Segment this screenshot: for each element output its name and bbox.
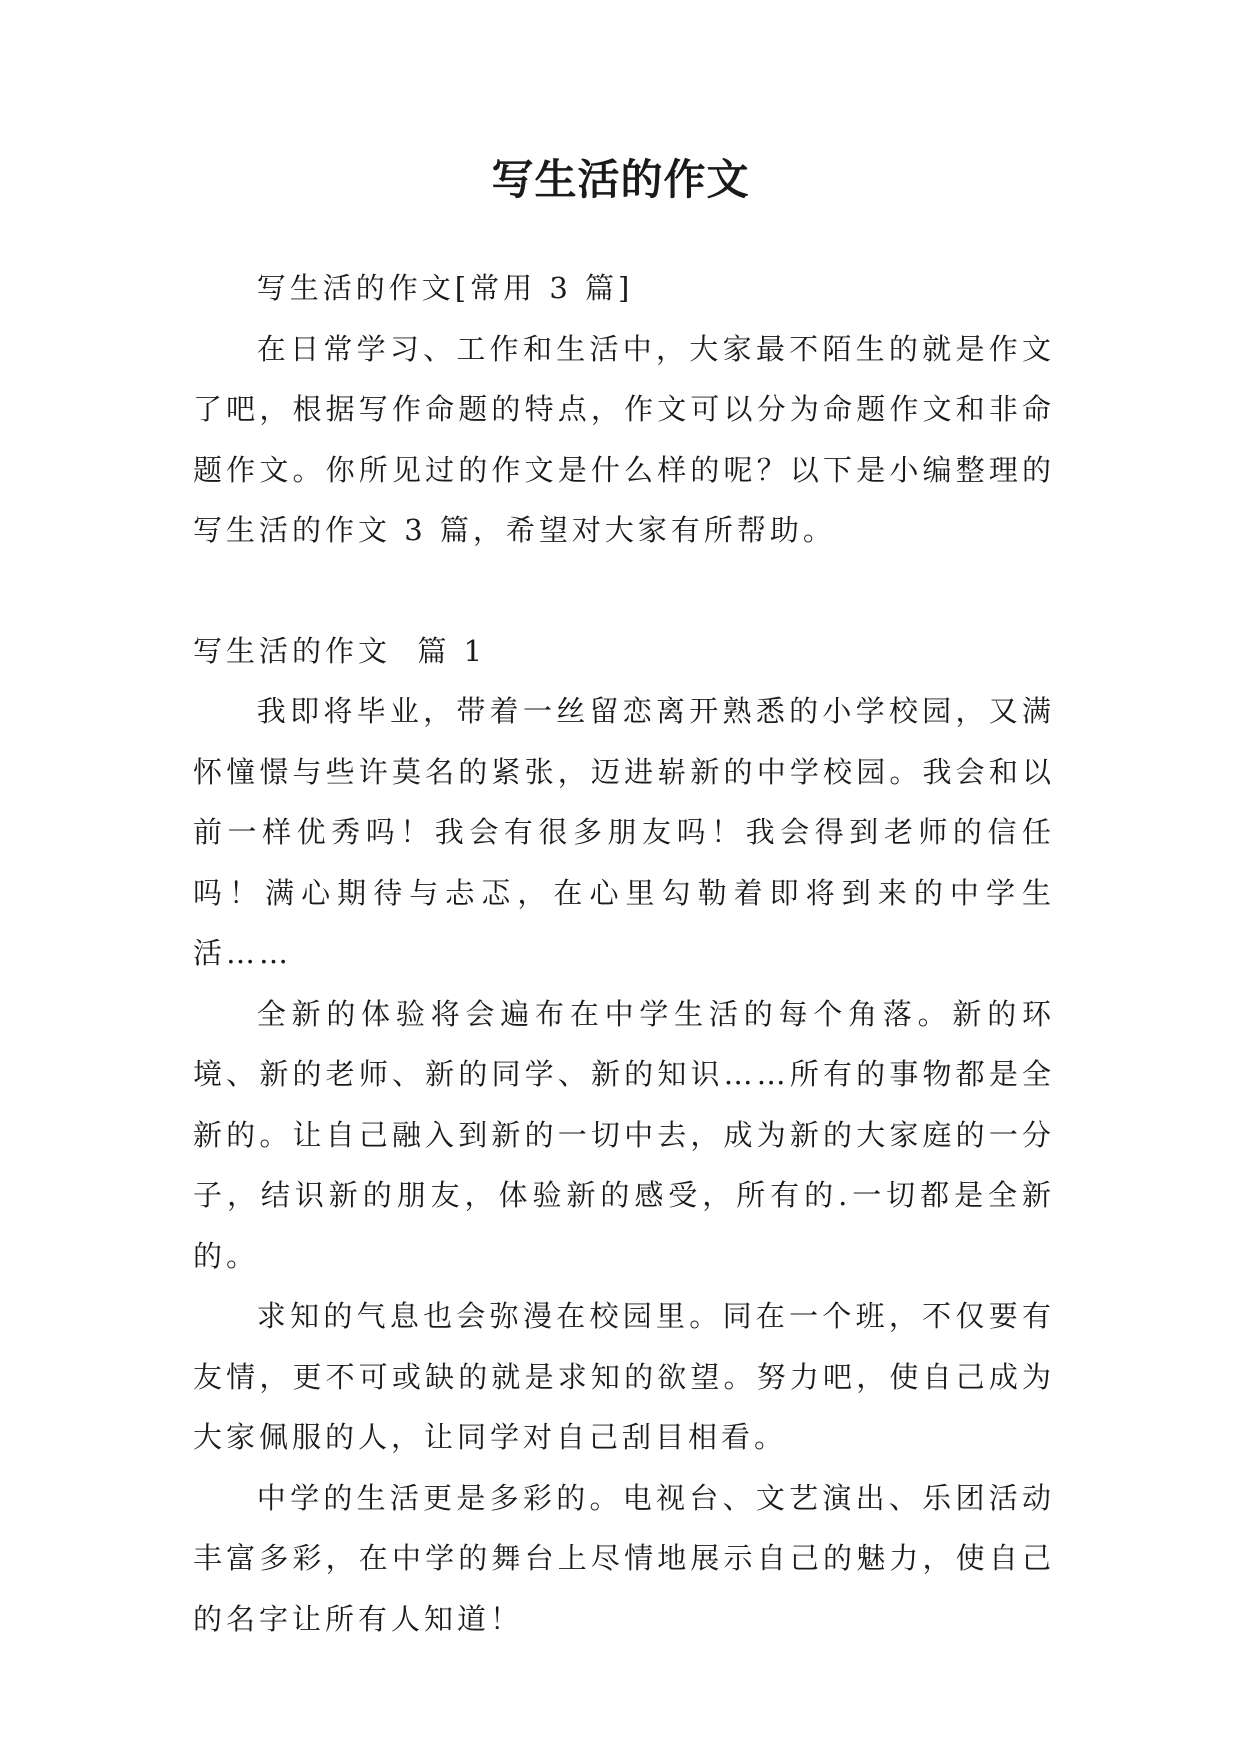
document-subtitle: 写生活的作文[常用 3 篇] (256, 271, 634, 305)
body-paragraph: 我即将毕业，带着一丝留恋离开熟悉的小学校园，又满怀憧憬与些许莫名的紧张，迈进崭新的中学校园。我会和以前一样优秀吗！我会有很多朋友吗！我会得到老师的信任吗！满心期待与忐忑，在心里勾勒着即将到来的中学生活…… (193, 694, 1055, 970)
intro-paragraph: 在日常学习、工作和生活中，大家最不陌生的就是作文了吧，根据写作命题的特点，作文可以分为命题作文和非命题作文。你所见过的作文是什么样的呢？以下是小编整理的写生活的作文 3 篇，希望对大家有所帮助。 (193, 331, 1055, 547)
document-body (193, 258, 1055, 1649)
body-paragraph: 中学的生活更是多彩的。电视台、文艺演出、乐团活动丰富多彩，在中学的舞台上尽情地展示自己的魅力，使自己的名字让所有人知道！ (193, 1480, 1055, 1636)
section-heading: 写生活的作文 篇 1 (193, 633, 487, 668)
body-paragraph: 求知的气息也会弥漫在校园里。同在一个班，不仅要有友情，更不可或缺的就是求知的欲望。努力吧，使自己成为大家佩服的人，让同学对自己刮目相看。 (193, 1299, 1055, 1454)
document-title: 写生活的作文 (491, 155, 750, 204)
body-paragraph: 全新的体验将会遍布在中学生活的每个角落。新的环境、新的老师、新的同学、新的知识……所有的事物都是全新的。让自己融入到新的一切中去，成为新的大家庭的一分子，结识新的朋友，体验新的感受，所有的.一切都是全新的。 (193, 996, 1055, 1273)
